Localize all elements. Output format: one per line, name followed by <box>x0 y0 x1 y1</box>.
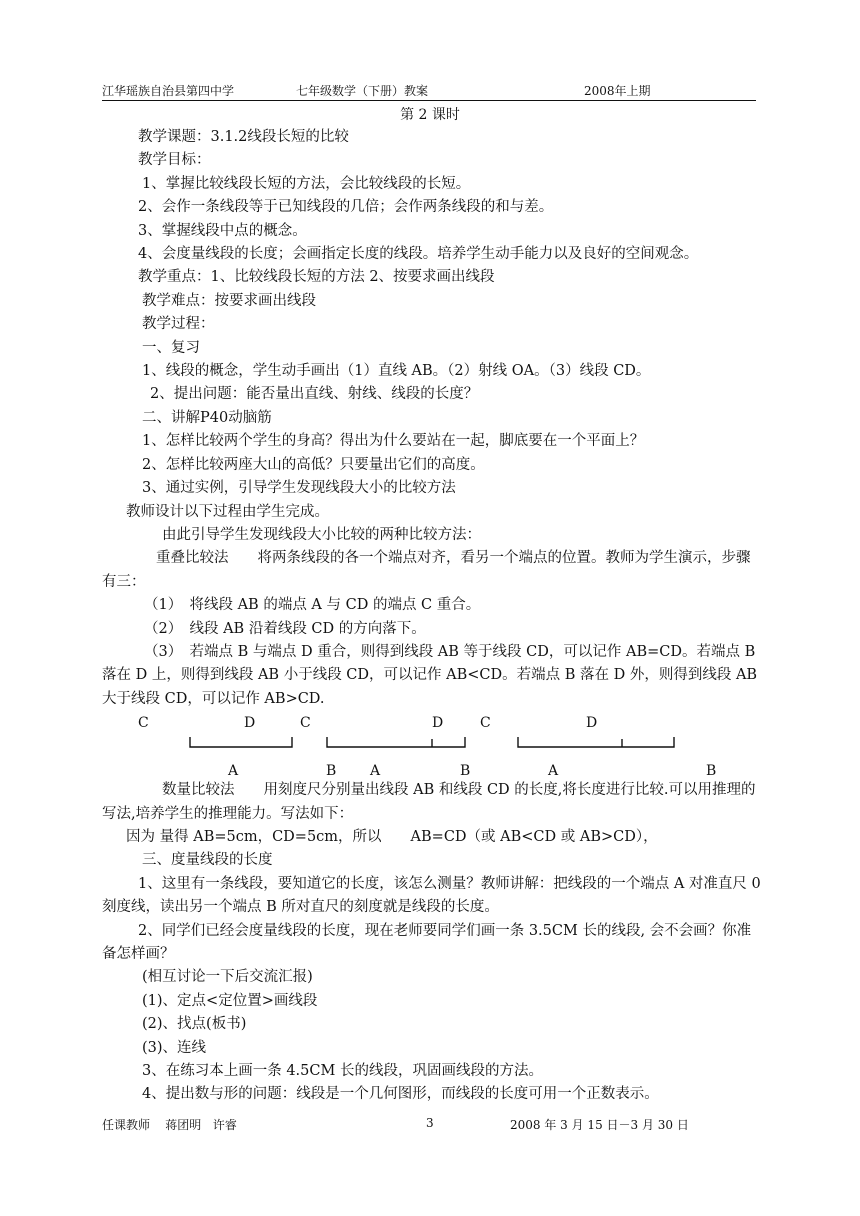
header-course: 七年级数学（下册）教案 <box>296 84 429 98</box>
footer-teacher1: 蒋团明 <box>165 1118 202 1132</box>
header-school: 江华瑶族自治县第四中学 <box>102 84 235 98</box>
header-term: 2008年上期 <box>584 84 651 98</box>
explain-line: 3、通过实例，引导学生发现线段大小的比较方法 <box>142 480 456 497</box>
step-line: （1） 将线段 AB 的端点 A 与 CD 的端点 C 重合。 <box>144 597 481 614</box>
segment-less <box>327 737 465 747</box>
page-header <box>0 80 860 100</box>
measure-line: 2、同学们已经会度量线段的长度，现在老师要同学们画一条 3.5CM 长的线段, 会不会画？你准备怎样画？ <box>102 922 752 962</box>
footer-teachers-label: 任课教师 <box>102 1118 151 1132</box>
lesson-number: 第 2 课时 <box>400 107 460 123</box>
lesson-body <box>102 126 762 1107</box>
section-heading: 二、讲解P40动脑筋 <box>142 409 272 426</box>
point-label: D <box>432 715 444 732</box>
explain-line: 1、怎样比较两个学生的身高？得出为什么要站在一起，脚底要在一个平面上？ <box>142 433 645 450</box>
header-rule <box>102 100 756 101</box>
step-line: (2)、找点(板书) <box>142 1016 247 1033</box>
point-label: D <box>586 715 598 732</box>
step-line: (1)、定点<定位置>画线段 <box>142 992 318 1009</box>
step-line: (3)、连线 <box>142 1039 207 1056</box>
step-line: （2） 线段 AB 沿着线段 CD 的方向落下。 <box>144 620 426 637</box>
segment-equal <box>190 737 292 747</box>
review-line: 1、线段的概念，学生动手画出（1）直线 AB。（2）射线 OA。（3）线段 CD。 <box>142 363 651 380</box>
topic-line: 教学课题：3.1.2线段长短的比较 <box>138 129 349 145</box>
segment-greater <box>518 737 674 747</box>
process-title: 教学过程： <box>142 316 215 333</box>
goal-line: 3、掌握线段中点的概念。 <box>138 222 307 239</box>
design-line: 教师设计以下过程由学生完成。 <box>126 503 329 520</box>
numeric-method: 数量比较法 用刻度尺分别量出线段 AB 和线段 CD 的长度,将长度进行比较.可以用推理的写法,培养学生的推理能力。写法如下： <box>102 782 756 822</box>
footer-teacher2: 许睿 <box>212 1118 237 1132</box>
goals-title: 教学目标： <box>138 152 211 169</box>
measure-line: 4、提出数与形的问题：线段是一个几何图形，而线段的长度可用一个正数表示。 <box>142 1086 659 1103</box>
point-label: A <box>370 763 381 780</box>
point-label: B <box>326 763 337 780</box>
measure-line: 1、这里有一条线段，要知道它的长度，该怎么测量？教师讲解：把线段的一个端点 A 对准直尺 0 刻度线，读出另一个端点 B 所对直尺的刻度就是线段的长度。 <box>102 875 761 916</box>
footer-page-number: 3 <box>426 1116 434 1130</box>
guide-line: 由此引导学生发现线段大小比较的两种比较方法： <box>162 526 481 543</box>
segment-diagram <box>102 711 762 779</box>
point-label: A <box>228 763 239 780</box>
review-line: 2、提出问题：能否量出直线、射线、线段的长度？ <box>150 386 479 403</box>
section-heading: 一、复习 <box>142 339 200 356</box>
goal-line: 2、会作一条线段等于已知线段的几倍；会作两条线段的和与差。 <box>138 199 554 216</box>
difficulty: 教学难点：按要求画出线段 <box>142 292 316 309</box>
point-label: D <box>244 715 256 732</box>
overlap-method: 重叠比较法 将两条线段的各一个端点对齐，看另一个端点的位置。教师为学生演示，步骤有三： <box>102 550 751 590</box>
footer-dates: 2008 年 3 月 15 日－3 月 30 日 <box>510 1118 689 1132</box>
point-label: C <box>138 715 149 732</box>
point-label: B <box>706 763 717 780</box>
footer-teachers <box>102 1116 237 1133</box>
point-label: A <box>548 763 559 780</box>
point-label: C <box>480 715 491 732</box>
key-point: 教学重点：1、比较线段长短的方法 2、按要求画出线段 <box>138 269 495 286</box>
point-label: B <box>460 763 471 780</box>
explain-line: 2、怎样比较两座大山的高低？只要量出它们的高度。 <box>142 456 485 473</box>
step-line: （3） 若端点 B 与端点 D 重合，则得到线段 AB 等于线段 CD，可以记作 AB=CD。若端点 B 落在 D 上，则得到线段 AB 小于线段 CD，可以记作 AB<CD。若端点 B 落在 D 外，则得到线段 AB 大于线段 CD，可以记作 AB>CD. <box>102 643 758 707</box>
goal-line: 1、掌握比较线段长短的方法，会比较线段的长短。 <box>142 175 471 192</box>
measure-line: 3、在练习本上画一条 4.5CM 长的线段，巩固画线段的方法。 <box>142 1063 543 1080</box>
section-heading: 三、度量线段的长度 <box>142 852 273 869</box>
because-line: 因为 量得 AB=5cm，CD=5cm，所以 AB=CD（或 AB<CD 或 AB>CD）， <box>126 828 658 845</box>
point-label: C <box>300 715 311 732</box>
segment-diagram-svg <box>102 711 762 779</box>
goal-line: 4、会度量线段的长度；会画指定长度的线段。培养学生动手能力以及良好的空间观念。 <box>138 246 699 263</box>
discuss-line: (相互讨论一下后交流汇报) <box>142 969 313 986</box>
